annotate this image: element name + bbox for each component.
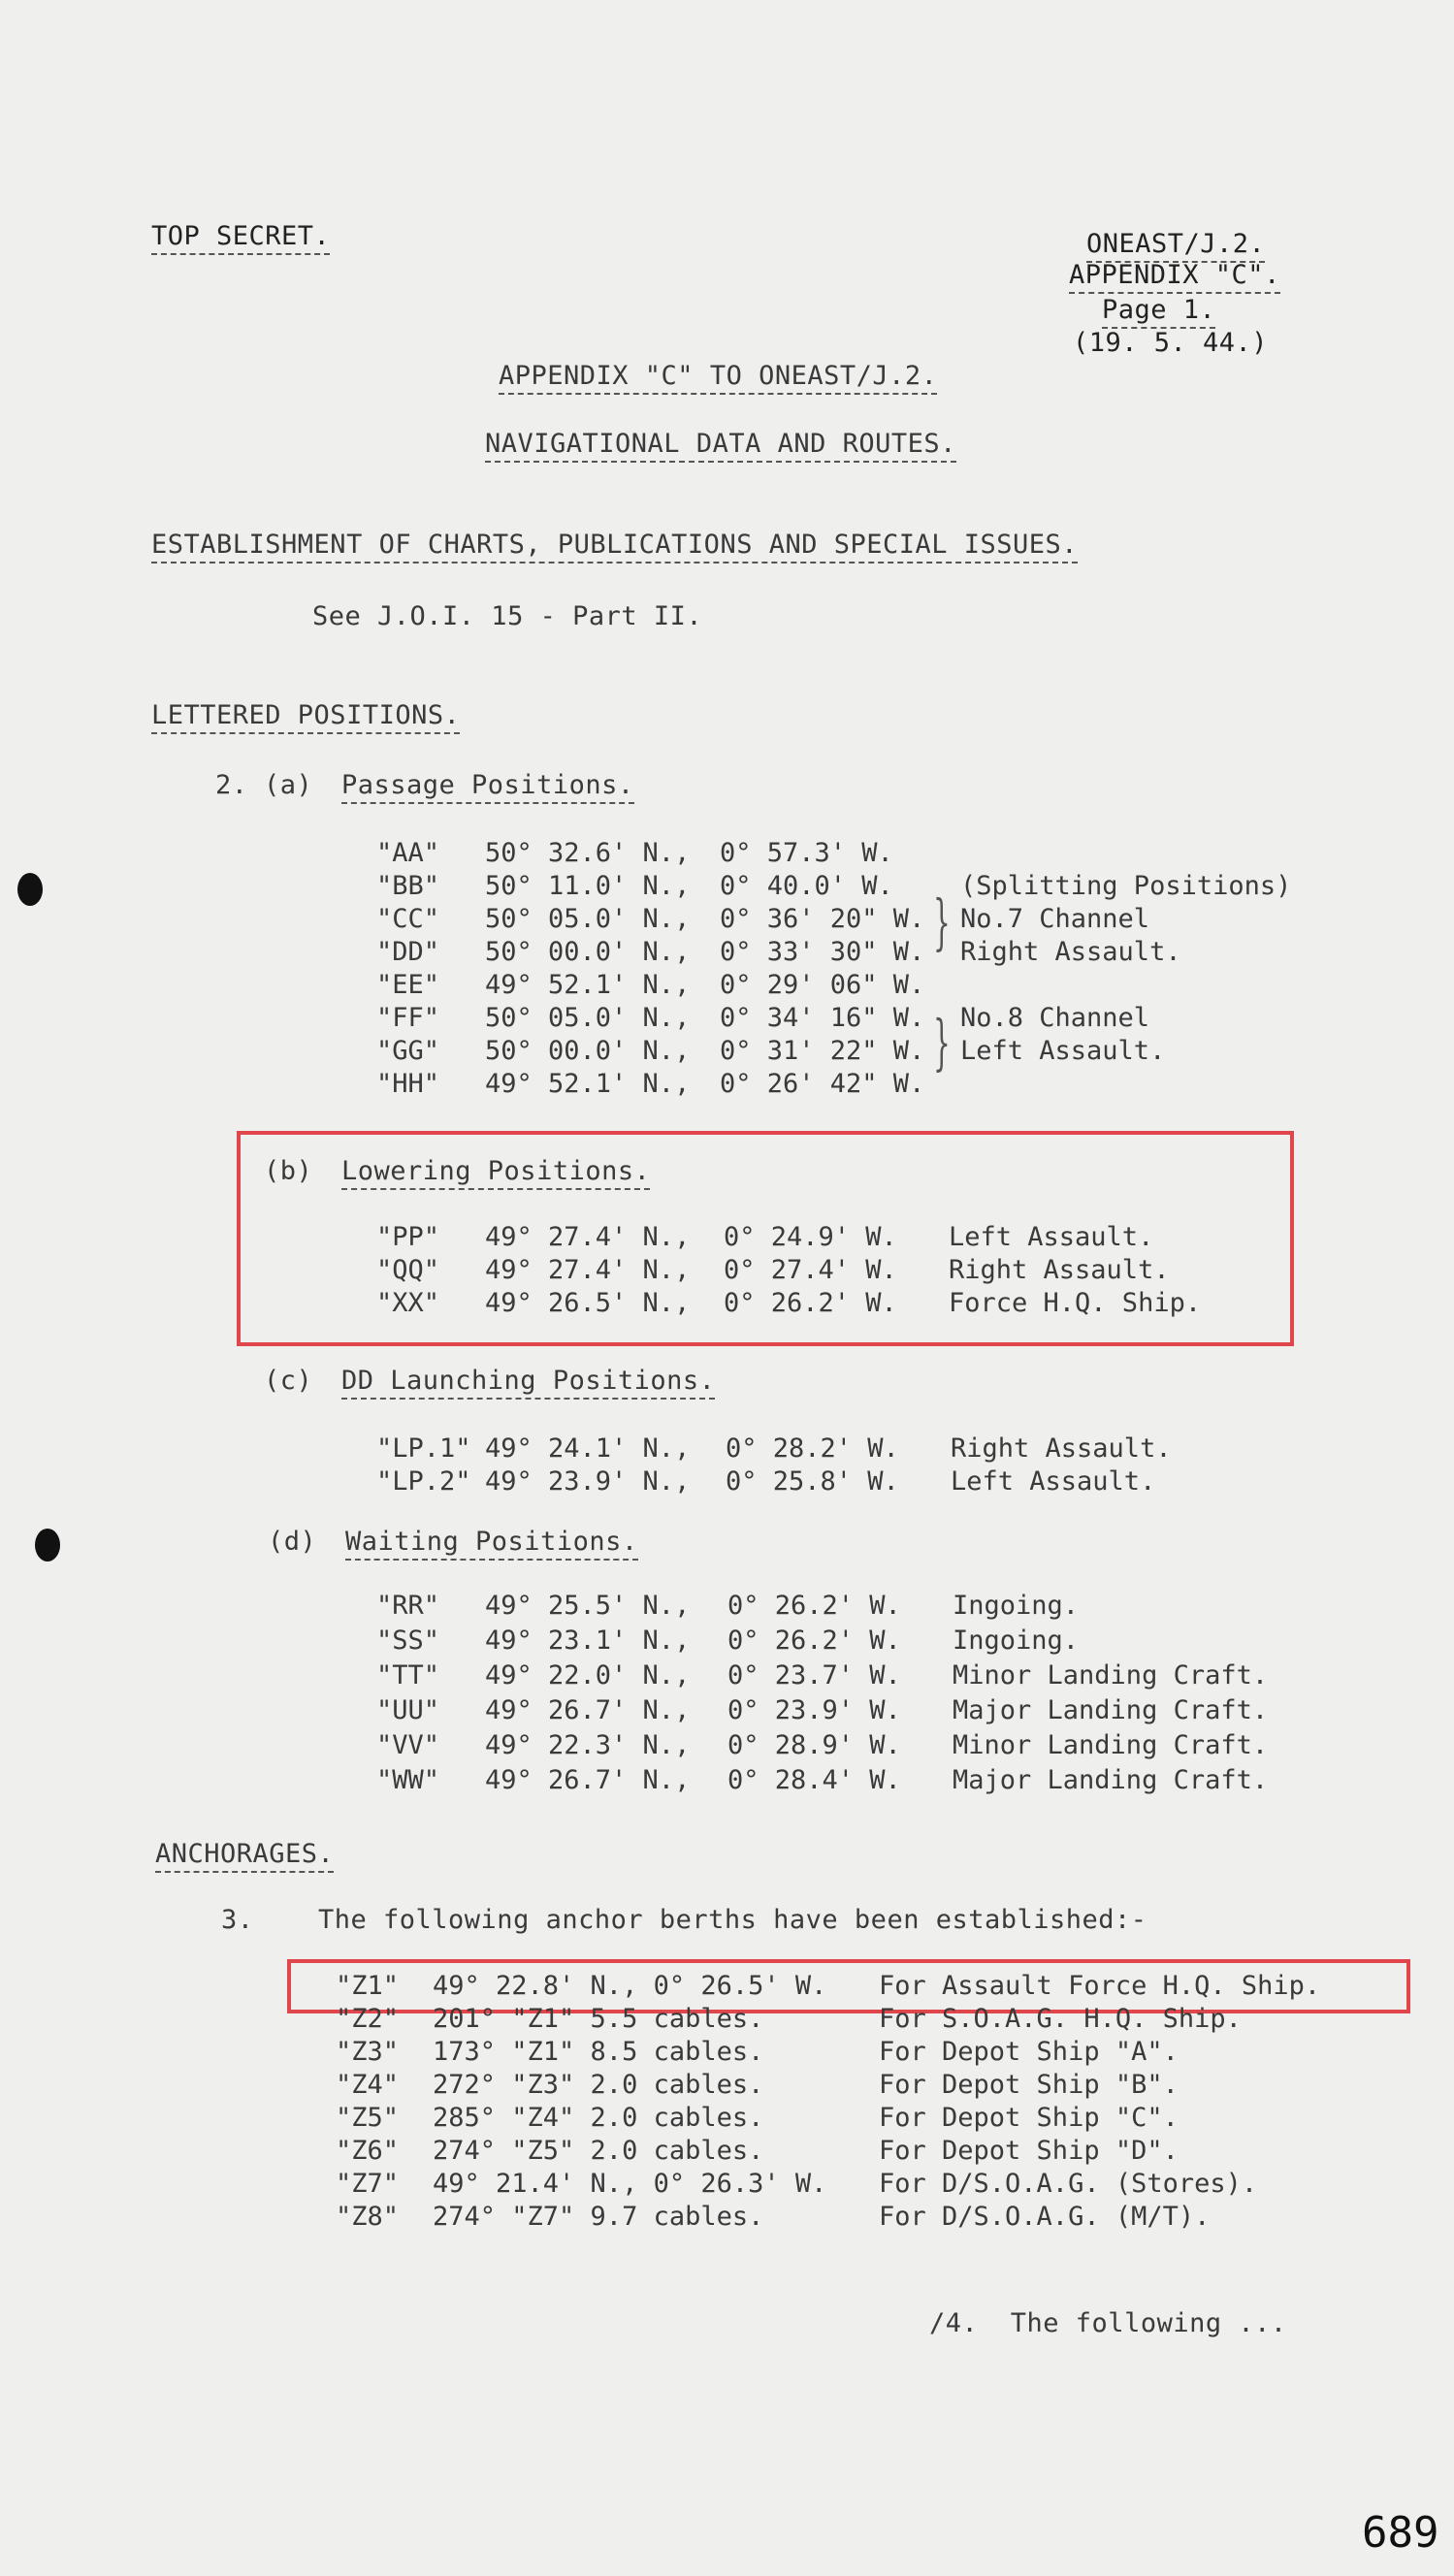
cell-lat: 50° 32.6' N., <box>485 838 691 868</box>
subsection-d-letter: (d) <box>268 1527 317 1557</box>
cell-note: Ingoing. <box>953 1591 1080 1621</box>
cell-note: Left Assault. <box>951 1466 1156 1497</box>
reference-line-2: APPENDIX "C". <box>1069 260 1280 294</box>
cell-code: "TT" <box>376 1660 440 1690</box>
cell-code: "VV" <box>376 1730 440 1760</box>
cell-pos: 272° "Z3" 2.0 cables. <box>433 2070 764 2100</box>
cell-code: "FF" <box>376 1003 440 1033</box>
cell-lat: 50° 05.0' N., <box>485 904 691 934</box>
cell-lat: 49° 52.1' N., <box>485 970 691 1000</box>
cell-lat: 49° 22.0' N., <box>485 1660 691 1690</box>
cell-note: Left Assault. <box>960 1036 1166 1066</box>
cell-pos: 173° "Z1" 8.5 cables. <box>433 2037 764 2067</box>
cell-code: "XX" <box>376 1288 440 1318</box>
cell-code: "Z8" <box>336 2202 400 2232</box>
cell-note: For Depot Ship "C". <box>879 2103 1179 2133</box>
cell-pos: 49° 22.8' N., 0° 26.5' W. <box>433 1971 827 2001</box>
cell-note: Right Assault. <box>949 1255 1170 1285</box>
cell-code: "UU" <box>376 1695 440 1725</box>
binder-hole-top <box>17 873 43 906</box>
subsection-b-title: Lowering Positions. <box>341 1156 650 1190</box>
cell-note: Ingoing. <box>953 1626 1080 1656</box>
cell-note: Right Assault. <box>951 1433 1172 1464</box>
cell-lon: 0° 24.9' W. <box>724 1222 897 1252</box>
brace-no8-channel: } <box>933 1007 951 1078</box>
cell-code: "WW" <box>376 1765 440 1795</box>
cell-note: For D/S.O.A.G. (M/T). <box>879 2202 1211 2232</box>
cell-lat: 49° 23.9' N., <box>485 1466 691 1497</box>
cell-lon: 0° 57.3' W. <box>720 838 893 868</box>
cell-note: Force H.Q. Ship. <box>949 1288 1202 1318</box>
cell-lon: 0° 31' 22" W. <box>720 1036 925 1066</box>
cell-lon: 0° 26.2' W. <box>727 1626 901 1656</box>
subsection-a-letter: (a) <box>264 770 313 800</box>
cell-code: "Z7" <box>336 2169 400 2199</box>
cell-code: "Z5" <box>336 2103 400 2133</box>
cell-note: For Depot Ship "D". <box>879 2136 1179 2166</box>
cell-code: "PP" <box>376 1222 440 1252</box>
subsection-a-title: Passage Positions. <box>341 770 634 804</box>
cell-lon: 0° 26' 42" W. <box>720 1069 925 1099</box>
cell-lat: 49° 22.3' N., <box>485 1730 691 1760</box>
cell-code: "GG" <box>376 1036 440 1066</box>
continuation-note: /4. The following ... <box>929 2308 1287 2338</box>
reference-line-3: Page 1. <box>1102 295 1215 329</box>
cell-pos: 49° 21.4' N., 0° 26.3' W. <box>433 2169 827 2199</box>
cell-lat: 49° 26.7' N., <box>485 1765 691 1795</box>
cell-lon: 0° 34' 16" W. <box>720 1003 925 1033</box>
cell-lon: 0° 28.2' W. <box>726 1433 899 1464</box>
cell-note: Left Assault. <box>949 1222 1154 1252</box>
cell-code: "Z6" <box>336 2136 400 2166</box>
cell-lat: 49° 27.4' N., <box>485 1255 691 1285</box>
cell-code: "Z1" <box>336 1971 400 2001</box>
cell-lon: 0° 28.4' W. <box>727 1765 901 1795</box>
cell-note: Major Landing Craft. <box>953 1695 1269 1725</box>
cell-note: Major Landing Craft. <box>953 1765 1269 1795</box>
paragraph-number-3: 3. <box>221 1905 254 1935</box>
paragraph-number-2: 2. <box>215 770 248 800</box>
cell-pos: 201° "Z1" 5.5 cables. <box>433 2004 764 2034</box>
cell-code: "AA" <box>376 838 440 868</box>
cell-code: "RR" <box>376 1591 440 1621</box>
cell-note: For Depot Ship "B". <box>879 2070 1179 2100</box>
cell-note: For D/S.O.A.G. (Stores). <box>879 2169 1258 2199</box>
cell-code: "DD" <box>376 937 440 967</box>
document-subtitle: NAVIGATIONAL DATA AND ROUTES. <box>485 429 956 463</box>
cell-lon: 0° 26.2' W. <box>727 1591 901 1621</box>
subsection-b-letter: (b) <box>264 1156 313 1186</box>
cell-lat: 50° 00.0' N., <box>485 937 691 967</box>
cell-note: (Splitting Positions) <box>960 871 1292 901</box>
reference-line-4: (19. 5. 44.) <box>1073 328 1269 358</box>
cell-pos: 274° "Z5" 2.0 cables. <box>433 2136 764 2166</box>
cell-note: For Depot Ship "A". <box>879 2037 1179 2067</box>
cell-lon: 0° 25.8' W. <box>726 1466 899 1497</box>
cell-lat: 49° 25.5' N., <box>485 1591 691 1621</box>
cell-code: "LP.2" <box>376 1466 471 1497</box>
cell-lat: 49° 27.4' N., <box>485 1222 691 1252</box>
cell-lat: 49° 26.5' N., <box>485 1288 691 1318</box>
binder-hole-bottom <box>35 1529 60 1562</box>
cell-code: "CC" <box>376 904 440 934</box>
cell-lat: 49° 52.1' N., <box>485 1069 691 1099</box>
section-heading-lettered: LETTERED POSITIONS. <box>151 700 460 734</box>
cell-lon: 0° 40.0' W. <box>720 871 893 901</box>
cell-lon: 0° 27.4' W. <box>724 1255 897 1285</box>
cell-code: "BB" <box>376 871 440 901</box>
classification-label: TOP SECRET. <box>151 221 330 255</box>
cell-lon: 0° 29' 06" W. <box>720 970 925 1000</box>
subsection-d-title: Waiting Positions. <box>345 1527 638 1561</box>
section-heading-anchorages: ANCHORAGES. <box>155 1839 334 1873</box>
cell-code: "LP.1" <box>376 1433 471 1464</box>
cell-lat: 49° 23.1' N., <box>485 1626 691 1656</box>
cell-code: "EE" <box>376 970 440 1000</box>
cell-lon: 0° 36' 20" W. <box>720 904 925 934</box>
subsection-c-letter: (c) <box>264 1366 313 1396</box>
cell-code: "QQ" <box>376 1255 440 1285</box>
cell-code: "Z2" <box>336 2004 400 2034</box>
cell-code: "SS" <box>376 1626 440 1656</box>
cell-lon: 0° 26.2' W. <box>724 1288 897 1318</box>
cell-lon: 0° 23.7' W. <box>727 1660 901 1690</box>
cell-pos: 274° "Z7" 9.7 cables. <box>433 2202 764 2232</box>
cell-code: "Z4" <box>336 2070 400 2100</box>
cell-note: For S.O.A.G. H.Q. Ship. <box>879 2004 1242 2034</box>
brace-no7-channel: } <box>933 886 951 957</box>
cell-lat: 49° 26.7' N., <box>485 1695 691 1725</box>
cell-code: "Z3" <box>336 2037 400 2067</box>
page-number: 689 <box>1362 2508 1439 2558</box>
cell-lat: 50° 11.0' N., <box>485 871 691 901</box>
cell-note: No.7 Channel <box>960 904 1150 934</box>
reference-line-1: ONEAST/J.2. <box>1086 229 1265 263</box>
cell-note: Minor Landing Craft. <box>953 1660 1269 1690</box>
cell-lon: 0° 23.9' W. <box>727 1695 901 1725</box>
cell-note: Minor Landing Craft. <box>953 1730 1269 1760</box>
cell-note: For Assault Force H.Q. Ship. <box>879 1971 1321 2001</box>
cell-lat: 50° 05.0' N., <box>485 1003 691 1033</box>
cell-pos: 285° "Z4" 2.0 cables. <box>433 2103 764 2133</box>
cell-lon: 0° 33' 30" W. <box>720 937 925 967</box>
section-charts-text: See J.O.I. 15 - Part II. <box>312 601 703 631</box>
cell-note: Right Assault. <box>960 937 1181 967</box>
section-heading-charts: ESTABLISHMENT OF CHARTS, PUBLICATIONS AND SPECIAL ISSUES. <box>151 530 1078 564</box>
cell-code: "HH" <box>376 1069 440 1099</box>
cell-lon: 0° 28.9' W. <box>727 1730 901 1760</box>
subsection-c-title: DD Launching Positions. <box>341 1366 715 1400</box>
cell-lat: 50° 00.0' N., <box>485 1036 691 1066</box>
appendix-title: APPENDIX "C" TO ONEAST/J.2. <box>499 361 937 395</box>
cell-lat: 49° 24.1' N., <box>485 1433 691 1464</box>
anchorages-intro: The following anchor berths have been established:- <box>318 1905 1147 1935</box>
cell-note: No.8 Channel <box>960 1003 1150 1033</box>
